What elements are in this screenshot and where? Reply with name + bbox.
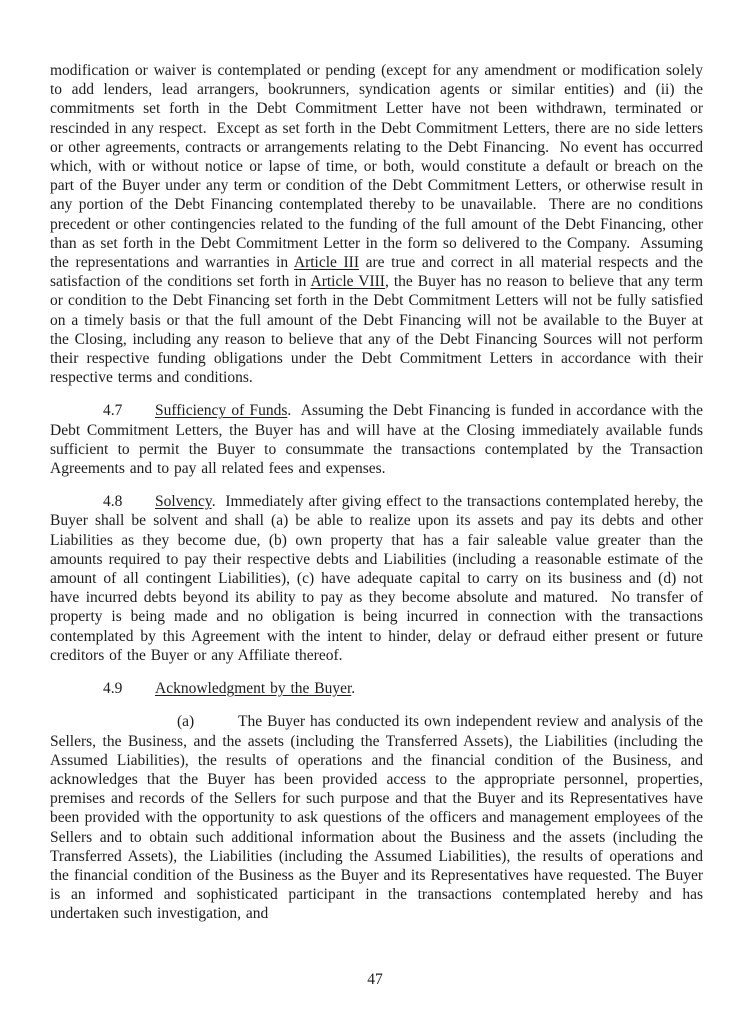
text-run: . Immediately after giving effect to the transactions contemplated hereby, the Buyer shall be solvent and shall (a) be able to realize upon its assets and pay its debts and other Liabilities as they become due, (b) own property that has a fair saleable value greater than the amounts required to pay their respective debts and Liabilities (including a reasonable estimate of the amount of all contingent Liabilities), (c) have adequate capital to carry on its business and (d) not have incurred debts beyond its ability to pay as they become absolute and matured. No transfer of property is being made and no obligation is being incurred in connection with the transactions contemplated by this Agreement with the intent to hinder, delay or defraud either present or future creditors of the Buyer or any Affiliate thereof. [50, 493, 704, 664]
paragraph-section-4-7 [50, 401, 703, 478]
section-number: 4.7 [103, 402, 123, 420]
text-run: , the Buyer has no reason to believe that any term or condition to the Debt Financing set forth in the Debt Commitment Letters will not be fully satisfied on a timely basis or that the full amount of the Debt Financing will not be available to the Buyer at the Closing, including any reason to believe that any of the Debt Financing Sources will not perform their respective funding obligations under the Debt Commitment Letters in accordance with their respective terms and conditions. [50, 273, 704, 387]
section-number: 4.8 [103, 493, 123, 511]
text-run: . [351, 680, 356, 698]
text-run: are true and correct in all material respects and the satisfaction of the conditions set forth in [50, 254, 703, 291]
text-run: The Buyer has conducted its own independent review and analysis of the Sellers, the Business, and the assets (including the Transferred Assets), the Liabilities (including the Assumed Liabilities), the results of operations and the financial condition of the Business, and acknowledges that the Buyer has been provided access to the appropriate personnel, properties, premises and records of the Sellers for such purpose and that the Buyer and its Representatives have been provided with the opportunity to ask questions of the officers and management employees of the Sellers and to obtain such additional information about the Business and the assets (including the Transferred Assets), the Liabilities (including the Assumed Liabilities), the results of operations and the financial condition of the Business as the Buyer and its Representatives have requested. The Buyer is an informed and sophisticated participant in the transactions contemplated hereby and has undertaken such investigation, and [50, 713, 703, 923]
paragraph-continuation [50, 61, 703, 387]
underlined-term: Article III [293, 254, 360, 272]
text-run: modification or waiver is contemplated or pending (except for any amendment or modification solely to add lenders, lead arrangers, bookrunners, syndication agents or similar entities) and (ii) the commitments set forth in the Debt Commitment Letter have not been withdrawn, terminated or rescinded in any respect. Except as set forth in the Debt Commitment Letters, there are no side letters or other agreements, contracts or arrangements relating to the Debt Financing. No event has occurred which, with or without notice or lapse of time, or both, would constitute a default or breach on the part of the Buyer under any term or condition of the Debt Commitment Letters, or otherwise result in any portion of the Debt Financing contemplated thereby to be unavailable. There are no conditions precedent or other contingencies related to the funding of the full amount of the Debt Financing, other than as set forth in the Debt Commitment Letter in the form so delivered to the Company. Assuming the representations and warranties in [50, 62, 703, 272]
underlined-term: Sufficiency of Funds [155, 402, 288, 420]
text-run: . Assuming the Debt Financing is funded in accordance with the Debt Commitment Letters, the Buyer has and will have at the Closing immediately available funds sufficient to permit the Buyer to consummate the transactions contemplated by the Transaction Agreements and to pay all related fees and expenses. [50, 402, 703, 478]
paragraph-section-4-8 [50, 492, 703, 665]
section-number: (a) [177, 713, 195, 731]
underlined-term: Acknowledgment by the Buyer [155, 680, 352, 698]
page-number: 47 [367, 971, 383, 988]
underlined-term: Solvency [155, 493, 212, 511]
underlined-term: Article VIII [310, 273, 385, 291]
paragraph-section-4-9 [50, 679, 703, 698]
paragraph-subsection-a [50, 712, 703, 923]
document-body [50, 61, 703, 938]
section-number: 4.9 [103, 680, 123, 698]
